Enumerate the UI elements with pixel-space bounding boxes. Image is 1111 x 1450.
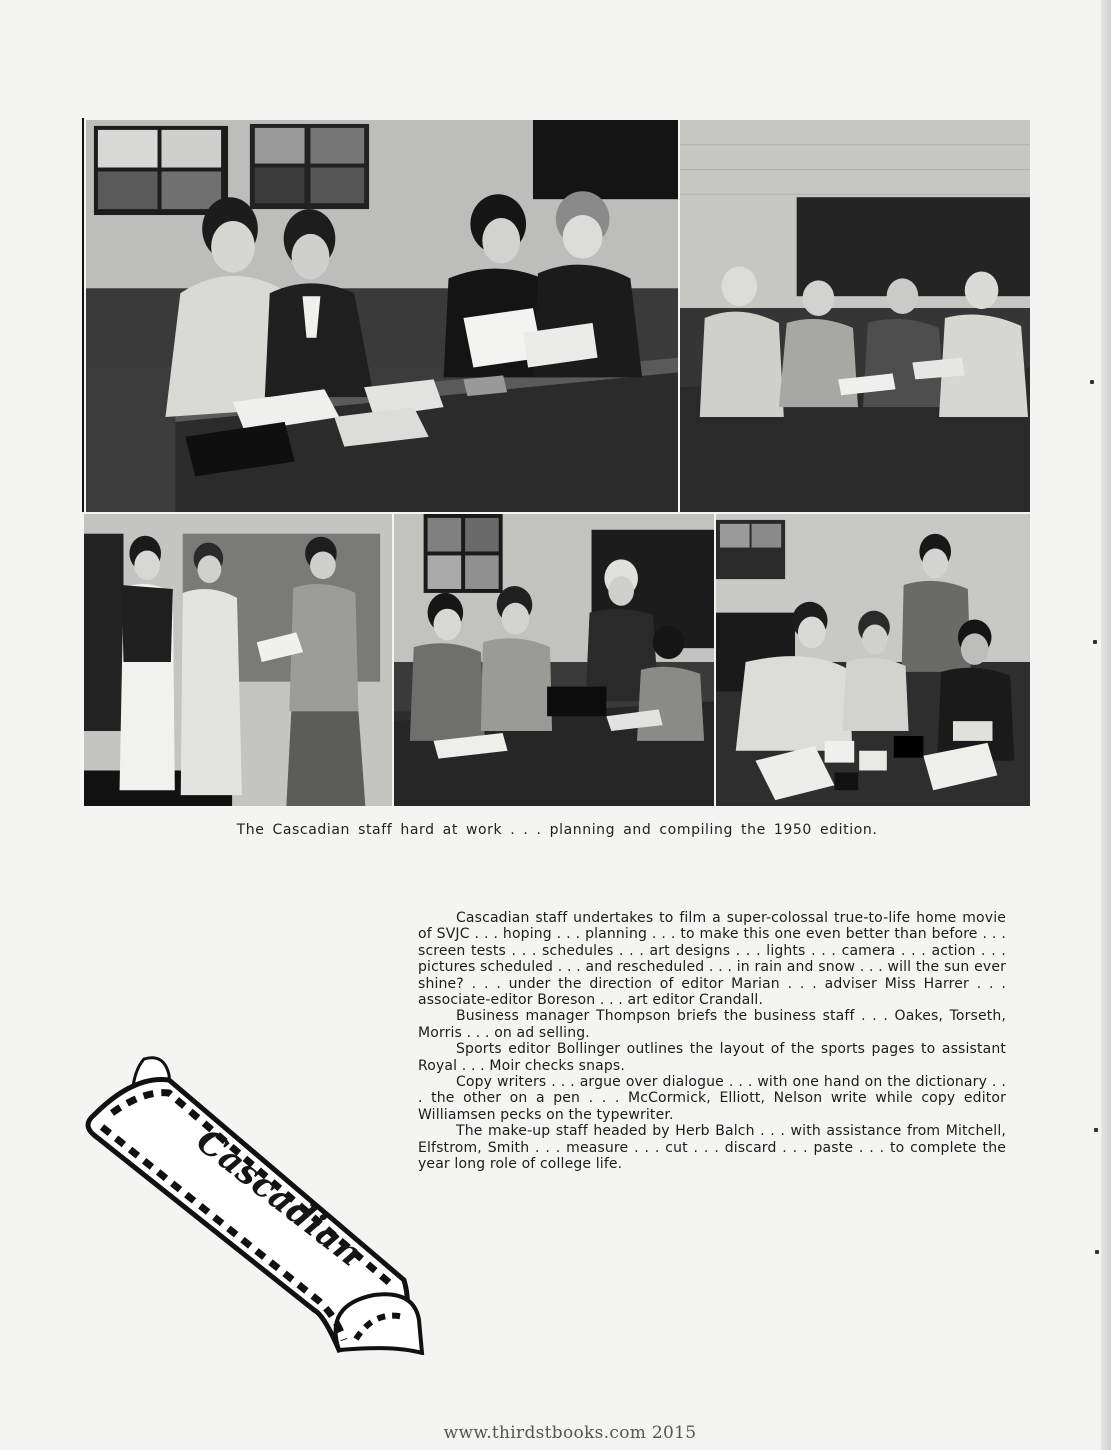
- page-speck: [1095, 1250, 1099, 1254]
- page-edge: [1101, 0, 1111, 1450]
- photo-staff-with-typewriter: [392, 512, 716, 808]
- article-paragraph: Business manager Thompson briefs the business staff . . . Oakes, Torseth, Morris . . . on ad selling.: [418, 1008, 1006, 1041]
- article-paragraph: Copy writers . . . argue over dialogue . . . with one hand on the dictionary . . . the other on a pen . . . McCormick, Elliott, Nelson write while copy editor Williamsen pecks on the typewriter.: [418, 1074, 1006, 1123]
- photo-staff-arranging-pictures: [714, 512, 1032, 808]
- article-paragraph: Sports editor Bollinger outlines the layout of the sports pages to assistant Royal . . . Moir checks snaps.: [418, 1041, 1006, 1074]
- article-paragraph: Cascadian staff undertakes to film a super-colossal true-to-life home movie of SVJC . . . hoping . . . planning . . . to make this one even better than before . . . screen tests . . . schedules . . . art designs . . . lights . . . camera . . . action . . . pictures scheduled . . . and rescheduled . . . in rain and snow . . . will the sun ever shine? . . . under the direction of editor Marian . . . adviser Miss Harrer . . . associate-editor Boreson . . . art editor Crandall.: [418, 910, 1006, 1009]
- photo-caption: The Cascadian staff hard at work . . . planning and compiling the 1950 edition.: [236, 822, 878, 838]
- watermark-footer: www.thirdstbooks.com 2015: [443, 1423, 697, 1443]
- photo-staff-at-table: [84, 118, 680, 514]
- photo-men-in-aprons: [82, 512, 394, 808]
- photo-men-at-table: [678, 118, 1032, 514]
- article-body: [418, 910, 1006, 1173]
- page-speck: [1094, 1128, 1098, 1132]
- film-strip-banner: [74, 1055, 434, 1355]
- page-speck: [1090, 380, 1094, 384]
- photo-collage: [82, 118, 1032, 808]
- banner-label: Cascadian: [188, 1120, 371, 1275]
- article-paragraph: The make-up staff headed by Herb Balch . . . with assistance from Mitchell, Elfstrom, Smith . . . measure . . . cut . . . discard . . . paste . . . to complete the year long role of college life.: [418, 1123, 1006, 1173]
- page-speck: [1093, 640, 1097, 644]
